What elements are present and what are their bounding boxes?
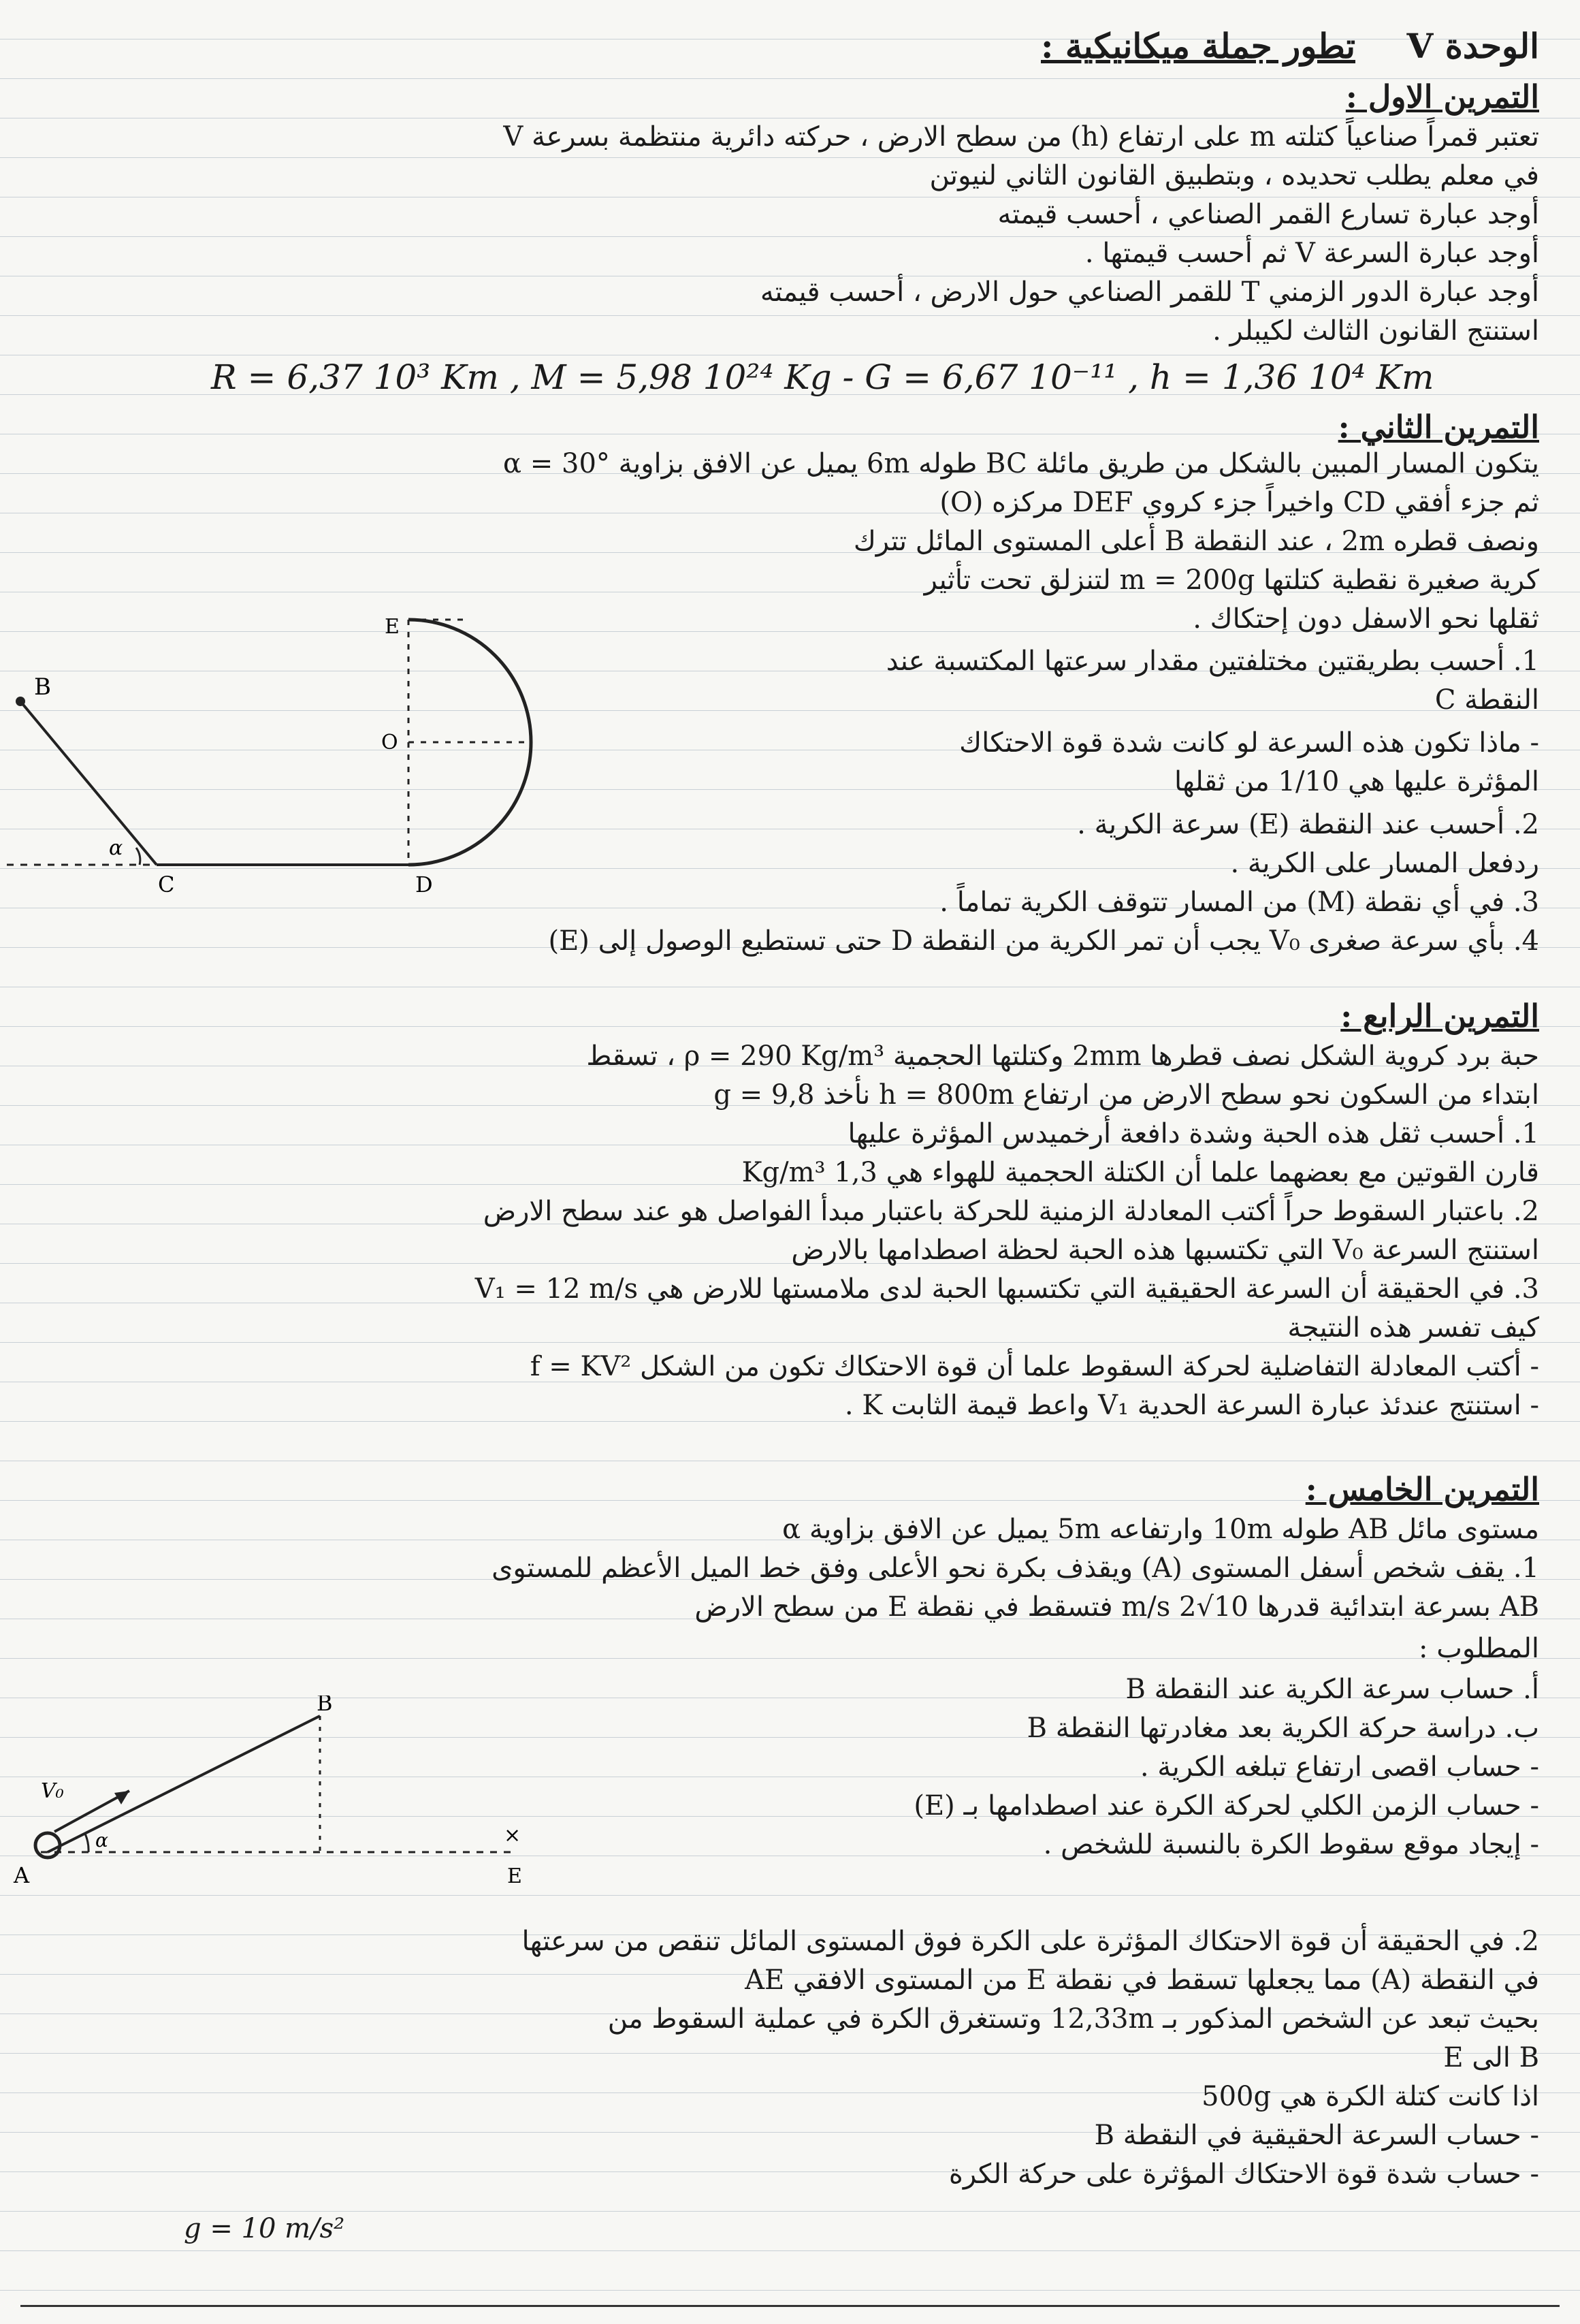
- ex2-line: ونصف قطره 2m ، عند النقطة B أعلى المستوى المائل تترك: [853, 526, 1539, 557]
- ex1-constants: R = 6,37 10³ Km , M = 5,98 10²⁴ Kg - G = 6,67 10⁻¹¹ , h = 1,36 10⁴ Km: [211, 357, 1434, 397]
- ex2-line: 3. في أي نقطة (M) من المسار تتوقف الكرية تماماً .: [939, 887, 1539, 918]
- alpha-arc: [136, 848, 140, 865]
- track-figure: [0, 613, 572, 912]
- ex5-line: - حساب الزمن الكلي لحركة الكرة عند اصطدامها بـ (E): [914, 1790, 1539, 1821]
- ex2-line: النقطة C: [1434, 684, 1539, 716]
- ex5-line: أ. حساب سرعة الكرية عند النقطة B: [1125, 1674, 1539, 1705]
- ex5-line: اذا كانت كتلة الكرة هي 500g: [1202, 2081, 1539, 2112]
- ex2-line: ثقلها نحو الاسفل دون إحتكاك .: [1193, 603, 1539, 635]
- ex2-line: - ماذا تكون هذه السرعة لو كانت شدة قوة الاحتكاك: [959, 727, 1539, 759]
- ex1-line: في معلم يطلب تحديده ، وبتطبيق القانون الثاني لنيوتن: [929, 160, 1539, 191]
- label-E: E: [507, 1864, 522, 1888]
- ex4-line: 2. باعتبار السقوط حراً أكتب المعادلة الزمنية للحركة باعتبار مبدأ الفواصل هو عند سطح الارض: [483, 1196, 1539, 1227]
- ex2-line: ثم جزء أفقي CD واخيراً جزء كروي DEF مركزه (O): [939, 487, 1539, 518]
- ex1-line: استنتج القانون الثالث لكيبلر .: [1212, 315, 1539, 347]
- label-alpha: α: [109, 836, 123, 860]
- label-alpha: α: [95, 1829, 108, 1851]
- label-B: B: [34, 673, 51, 701]
- ex4-line: 1. أحسب ثقل هذه الحبة وشدة دافعة أرخميدس المؤثرة عليها: [848, 1118, 1539, 1149]
- ex5-line: في النقطة (A) مما يجعلها تسقط في نقطة E من المستوى الافقي AE: [745, 1964, 1539, 1996]
- ex1-line: أوجد عبارة تسارع القمر الصناعي ، أحسب قيمته: [997, 199, 1539, 230]
- incline-figure: [0, 1696, 613, 1900]
- ex4-line: ابتداء من السكون نحو سطح الارض من ارتفاع h = 800m نأخذ g = 9,8: [713, 1079, 1539, 1111]
- ex5-line: AB بسرعة ابتدائية قدرها 10√2 m/s فتسقط في نقطة E من سطح الارض: [694, 1591, 1539, 1623]
- ex2-line: كرية صغيرة نقطية كتلتها m = 200g لتنزلق تحت تأثير: [924, 564, 1539, 596]
- gravity-value: g = 10 m/s²: [184, 2213, 345, 2244]
- ex5-line: - حساب شدة قوة الاحتكاك المؤثرة على حركة الكرة: [948, 2159, 1539, 2190]
- ex2-title: التمرين الثاني :: [1338, 409, 1539, 445]
- ex4-line: قارن القوتين مع بعضهما علما أن الكتلة الحجمية للهواء هي 1,3 Kg/m³: [741, 1157, 1539, 1188]
- ex5-line: مستوى مائل AB طوله 10m وارتفاعه 5m يميل عن الافق بزاوية α: [782, 1514, 1539, 1545]
- ex5-line: ب. دراسة حركة الكرية بعد مغادرتها النقطة B: [1027, 1713, 1539, 1744]
- ex2-line: ردفعل المسار على الكرية .: [1230, 848, 1539, 879]
- ex1-title: التمرين الاول :: [1345, 78, 1539, 115]
- ex2-line: 2. أحسب عند النقطة (E) سرعة الكرية .: [1077, 809, 1539, 840]
- ex5-line: 2. في الحقيقة أن قوة الاحتكاك المؤثرة على الكرة فوق المستوى المائل تنقص من سرعتها: [521, 1926, 1539, 1957]
- ex2-line: المؤثرة عليها هي 1/10 من ثقلها: [1174, 766, 1539, 797]
- alpha-arc: [85, 1834, 88, 1852]
- ex5-title: التمرين الخامس :: [1305, 1471, 1539, 1508]
- ex4-line: 3. في الحقيقة أن السرعة الحقيقية التي تكتسبها الحبة لدى ملامستها للارض هي V₁ = 12 m/s: [474, 1273, 1539, 1305]
- label-D: D: [415, 872, 433, 897]
- incline-BC: [20, 701, 157, 865]
- ex2-line: 4. بأي سرعة صغرى V₀ يجب أن تمر الكرية من النقطة D حتى تستطيع الوصول إلى (E): [548, 925, 1539, 957]
- ex4-line: كيف تفسر هذه النتيجة: [1287, 1312, 1539, 1343]
- ex4-line: استنتج السرعة V₀ التي تكتسبها هذه الحبة لحظة اصطدامها بالارض: [791, 1235, 1539, 1266]
- ex5-line: - حساب اقصى ارتفاع تبلغه الكرية .: [1140, 1751, 1539, 1783]
- page-title: تطور جملة ميكانيكية :: [1041, 26, 1355, 66]
- bottom-divider: [20, 2305, 1560, 2307]
- point-B-marker: [16, 697, 25, 706]
- label-A: A: [14, 1862, 30, 1888]
- ex4-line: حبة برد كروية الشكل نصف قطرها 2mm وكتلتها الحجمية ρ = 290 Kg/m³ ، تسقط: [586, 1040, 1539, 1072]
- label-top-point: E: [385, 615, 400, 639]
- label-C: C: [158, 872, 175, 897]
- ex2-line: يتكون المسار المبين بالشكل من طريق مائلة BC طوله 6m يميل عن الافق بزاوية α = 30°: [503, 448, 1539, 479]
- ex1-line: أوجد عبارة السرعة V ثم أحسب قيمتها .: [1084, 238, 1539, 269]
- label-O: O: [381, 731, 398, 754]
- ex5-line: المطلوب :: [1419, 1633, 1539, 1664]
- ex5-line: - إيجاد موقع سقوط الكرة بالنسبة للشخص .: [1043, 1829, 1539, 1860]
- label-B: B: [317, 1696, 333, 1716]
- label-v0: V₀: [41, 1779, 64, 1803]
- ex5-line: - حساب السرعة الحقيقية في النقطة B: [1094, 2120, 1539, 2151]
- ex1-line: تعتبر قمراً صناعياً كتلته m على ارتفاع (h) من سطح الارض ، حركته دائرية منتظمة بسرعة V: [503, 121, 1539, 153]
- ex1-line: أوجد عبارة الدور الزمني T للقمر الصناعي حول الارض ، أحسب قيمته: [760, 276, 1539, 308]
- ex4-line: - أكتب المعادلة التفاضلية لحركة السقوط علما أن قوة الاحتكاك تكون من الشكل f = KV²: [530, 1351, 1539, 1382]
- unit-label: الوحدة V: [1406, 26, 1539, 66]
- label-E-mark: ×: [504, 1824, 521, 1847]
- incline-AB: [48, 1716, 320, 1852]
- ex5-line: 1. يقف شخص أسفل المستوى (A) ويقذف بكرة نحو الأعلى وفق خط الميل الأعظم للمستوى: [491, 1553, 1539, 1584]
- ex4-title: التمرين الرابع :: [1340, 998, 1539, 1034]
- ball: [35, 1833, 60, 1858]
- ex5-line: B الى E: [1443, 2042, 1539, 2073]
- ex2-line: 1. أحسب بطريقتين مختلفتين مقدار سرعتها المكتسبة عند: [886, 646, 1539, 677]
- ex5-line: بحيث تبعد عن الشخص المذكور بـ 12,33m وتستغرق الكرة في عملية السقوط من: [607, 2003, 1539, 2035]
- ex4-line: - استنتج عندئذ عبارة السرعة الحدية V₁ واعط قيمة الثابت K .: [844, 1390, 1539, 1421]
